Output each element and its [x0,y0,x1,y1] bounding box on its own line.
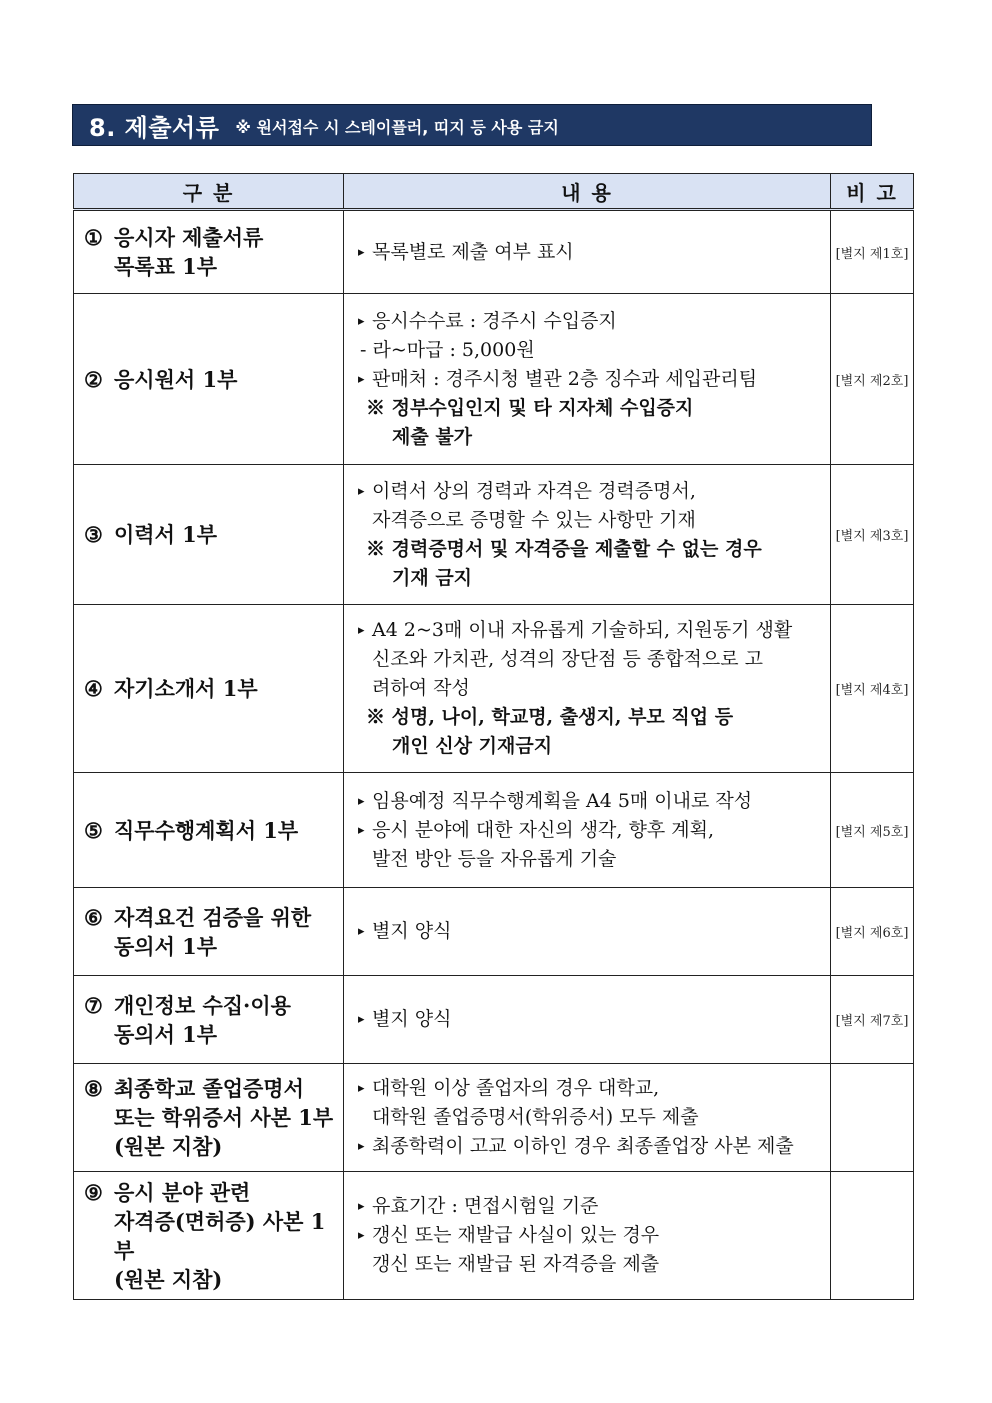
content-text: 발전 방안 등을 자유롭게 기술 [372,847,617,870]
row-remarks: [별지 제5호] [831,773,914,888]
category-label: (원본 지참) [114,1134,223,1159]
section-title: 8. 제출서류 [89,113,220,142]
content-line [358,423,824,452]
row-number: ⑦ [84,992,103,1018]
content-line [358,506,824,535]
row-number: ④ [84,676,103,701]
category-label: 최종학교 졸업증명서 [114,1076,304,1101]
bullet-icon: ▸ [358,371,365,387]
row-number: ② [84,366,103,392]
table-row [74,1172,914,1300]
table-header-row [74,174,914,210]
content-text: 갱신 또는 재발급 사실이 있는 경우 [372,1224,660,1246]
row-category [74,888,344,976]
content-line [358,394,824,423]
category-label: 직무수행계획서 1부 [114,817,299,843]
content-line [358,732,824,761]
row-remarks: [별지 제2호] [831,294,914,465]
bullet-icon: ▸ [358,793,365,809]
row-number: ⑨ [84,1179,103,1205]
row-remarks [831,1064,914,1172]
bullet-icon: ▸ [358,1199,365,1214]
content-line [358,1221,824,1250]
row-category [74,465,344,605]
category-label: 이력서 1부 [114,522,218,547]
row-category [74,976,344,1064]
bullet-icon: ▸ [358,483,365,499]
content-line [358,336,824,365]
content-line [358,1250,824,1279]
content-line [358,1074,824,1103]
content-line [358,535,824,564]
table-row [74,605,914,773]
content-text: A4 2~3매 이내 자유롭게 기술하되, 지원동기 생활 [372,619,793,641]
content-text: 려하여 작성 [372,677,470,699]
content-line [358,238,824,267]
content-line [358,307,824,336]
category-label: 또는 학위증서 사본 1부 [114,1105,334,1130]
bullet-icon: ▸ [358,623,365,638]
content-line [358,1132,824,1161]
bullet-icon: ▸ [358,1081,365,1096]
content-text: ※ 정부수입인지 및 타 지자체 수입증지 [366,396,694,419]
content-text: ※ 성명, 나이, 학교명, 출생지, 부모 직업 등 [366,706,734,728]
category-label: (원본 지참) [114,1266,223,1292]
row-content [344,294,831,465]
bullet-icon: ▸ [358,1228,365,1243]
table-body [74,210,914,1300]
content-text: 대학원 졸업증명서(학위증서) 모두 제출 [372,1106,699,1128]
table-row [74,773,914,888]
row-content [344,210,831,294]
row-content [344,888,831,976]
row-remarks: [별지 제1호] [831,210,914,294]
content-text: 대학원 이상 졸업자의 경우 대학교, [372,1077,660,1099]
row-content [344,465,831,605]
content-line [358,564,824,593]
category-label: 목록표 1부 [114,254,218,279]
row-content [344,1064,831,1172]
row-number: ⑧ [84,1076,103,1101]
content-text: 임용예정 직무수행계획을 A4 5매 이내로 작성 [372,789,753,812]
content-line [358,616,824,645]
row-remarks: [별지 제4호] [831,605,914,773]
content-text: 응시 분야에 대한 자신의 생각, 향후 계획, [372,818,714,841]
row-category [74,1064,344,1172]
bullet-icon: ▸ [358,313,365,329]
table-row [74,1064,914,1172]
row-category [74,1172,344,1300]
category-label: 동의서 1부 [114,1021,218,1047]
column-header-remarks: 비 고 [831,174,914,210]
category-label: 자기소개서 1부 [114,676,258,701]
row-category [74,773,344,888]
content-text: 최종학력이 고교 이하인 경우 최종졸업장 사본 제출 [372,1135,794,1157]
table-row [74,976,914,1064]
row-remarks [831,1172,914,1300]
content-line [358,1005,824,1034]
row-number: ③ [84,522,103,547]
section-note: ※ 원서접수 시 스테이플러, 띠지 등 사용 금지 [235,117,559,137]
content-line [358,1103,824,1132]
row-category [74,294,344,465]
row-remarks: [별지 제3호] [831,465,914,605]
category-label: 응시원서 1부 [114,366,238,392]
content-text: 개인 신상 기재금지 [392,735,553,757]
table-row [74,465,914,605]
table-row [74,294,914,465]
bullet-icon: ▸ [358,244,365,260]
content-line [358,674,824,703]
bullet-icon: ▸ [358,1012,365,1027]
content-text: - 라~마급 : 5,000원 [360,338,535,361]
content-text: 별지 양식 [372,1008,452,1030]
content-text: 기재 금지 [392,566,473,589]
content-text: 신조와 가치관, 성격의 장단점 등 종합적으로 고 [372,648,764,670]
column-header-category: 구 분 [74,174,344,210]
content-line [358,787,824,816]
content-line [358,703,824,732]
row-remarks: [별지 제7호] [831,976,914,1064]
row-content [344,773,831,888]
content-line [358,1192,824,1221]
row-number: ① [84,225,103,250]
content-text: 갱신 또는 재발급 된 자격증을 제출 [372,1253,660,1275]
content-line [358,816,824,845]
content-line [358,845,824,874]
category-label: 자격증(면허증) 사본 1부 [114,1208,326,1263]
row-category [74,210,344,294]
row-content [344,1172,831,1300]
content-line [358,645,824,674]
content-text: 별지 양식 [372,920,452,942]
content-text: 목록별로 제출 여부 표시 [372,240,574,263]
content-text: ※ 경력증명서 및 자격증을 제출할 수 없는 경우 [366,537,762,560]
row-category [74,605,344,773]
content-line [358,917,824,946]
column-header-content: 내 용 [344,174,831,210]
content-text: 판매처 : 경주시청 별관 2층 징수과 세입관리팀 [372,367,758,390]
table-row [74,210,914,294]
submission-documents-table [73,173,914,1300]
bullet-icon: ▸ [358,924,365,939]
category-label: 응시 분야 관련 [114,1179,251,1205]
content-text: 유효기간 : 면접시험일 기준 [372,1195,599,1217]
content-text: 이력서 상의 경력과 자격은 경력증명서, [372,479,696,502]
content-text: 제출 불가 [392,425,473,448]
content-text: 응시수수료 : 경주시 수입증지 [372,309,617,332]
bullet-icon: ▸ [358,822,365,838]
category-label: 응시자 제출서류 [114,225,264,250]
row-content [344,605,831,773]
content-text: 자격증으로 증명할 수 있는 사항만 기재 [372,508,696,531]
row-number: ⑥ [84,904,103,930]
row-content [344,976,831,1064]
content-line [358,365,824,394]
table-row [74,888,914,976]
bullet-icon: ▸ [358,1139,365,1154]
category-label: 동의서 1부 [114,933,218,959]
content-line [358,477,824,506]
section-header [72,104,872,146]
category-label: 개인정보 수집·이용 [114,992,291,1018]
row-number: ⑤ [84,817,103,843]
row-remarks: [별지 제6호] [831,888,914,976]
category-label: 자격요건 검증을 위한 [114,904,312,930]
